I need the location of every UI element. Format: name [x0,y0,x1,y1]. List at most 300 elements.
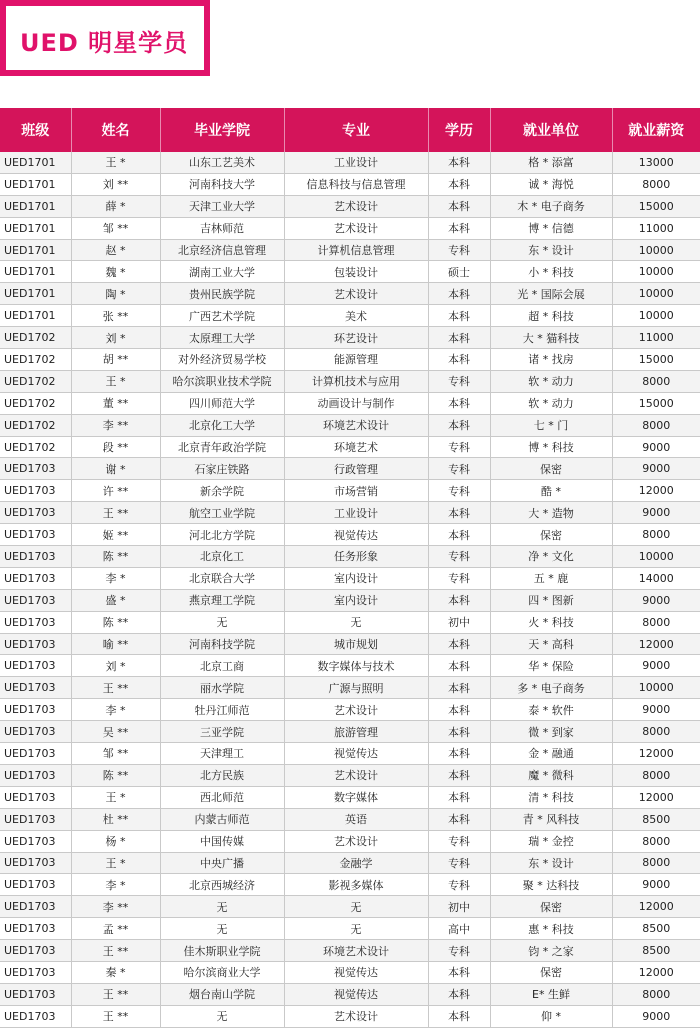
cell-college: 石家庄铁路 [160,458,284,480]
cell-degree: 硕士 [428,261,490,283]
cell-degree: 专科 [428,370,490,392]
table-row [0,239,700,261]
cell-college: 湖南工业大学 [160,261,284,283]
cell-name: 许 ** [71,480,160,502]
table-body [0,152,700,1027]
table-row [0,173,700,195]
cell-employer: 魔 * 微科 [490,764,612,786]
cell-name: 李 * [71,699,160,721]
cell-class: UED1702 [0,370,71,392]
cell-degree: 专科 [428,874,490,896]
cell-class: UED1703 [0,633,71,655]
cell-college: 河北北方学院 [160,524,284,546]
cell-employer: 超 * 科技 [490,305,612,327]
cell-salary: 15000 [612,392,700,414]
cell-employer: 东 * 设计 [490,239,612,261]
table-row [0,611,700,633]
cell-class: UED1702 [0,436,71,458]
cell-salary: 13000 [612,152,700,173]
cell-major: 艺术设计 [284,217,428,239]
cell-major: 数字媒体与技术 [284,655,428,677]
cell-major: 金融学 [284,852,428,874]
cell-name: 陈 ** [71,546,160,568]
cell-salary: 12000 [612,633,700,655]
cell-major: 英语 [284,808,428,830]
cell-name: 姬 ** [71,524,160,546]
cell-name: 陈 ** [71,764,160,786]
cell-salary: 12000 [612,961,700,983]
cell-name: 段 ** [71,436,160,458]
cell-name: 刘 * [71,655,160,677]
cell-college: 河南科技大学 [160,173,284,195]
cell-salary: 9000 [612,502,700,524]
cell-degree: 本科 [428,349,490,371]
cell-college: 无 [160,918,284,940]
table-row [0,480,700,502]
cell-class: UED1701 [0,217,71,239]
cell-salary: 14000 [612,567,700,589]
cell-degree: 专科 [428,546,490,568]
cell-degree: 专科 [428,458,490,480]
cell-name: 张 ** [71,305,160,327]
cell-college: 西北师范 [160,786,284,808]
cell-degree: 本科 [428,283,490,305]
table-row [0,414,700,436]
cell-employer: 软 * 动力 [490,370,612,392]
cell-major: 无 [284,896,428,918]
cell-employer: 七 * 门 [490,414,612,436]
cell-salary: 9000 [612,589,700,611]
cell-name: 邹 ** [71,743,160,765]
cell-salary: 12000 [612,480,700,502]
cell-name: 王 * [71,852,160,874]
cell-employer: 保密 [490,458,612,480]
cell-major: 包装设计 [284,261,428,283]
cell-degree: 高中 [428,918,490,940]
table-row [0,305,700,327]
table-row [0,502,700,524]
table-row [0,852,700,874]
cell-name: 李 ** [71,896,160,918]
cell-class: UED1703 [0,524,71,546]
cell-college: 太原理工大学 [160,327,284,349]
cell-name: 王 * [71,370,160,392]
cell-class: UED1703 [0,655,71,677]
cell-degree: 专科 [428,567,490,589]
cell-college: 贵州民族学院 [160,283,284,305]
student-table [0,108,700,1028]
cell-degree: 本科 [428,589,490,611]
column-header-class: 班级 [0,108,71,152]
table-header-row [0,108,700,152]
cell-employer: 光 * 国际会展 [490,283,612,305]
cell-class: UED1703 [0,786,71,808]
cell-major: 艺术设计 [284,1005,428,1027]
cell-salary: 8000 [612,370,700,392]
table-row [0,830,700,852]
cell-name: 魏 * [71,261,160,283]
cell-employer: 五 * 鹿 [490,567,612,589]
cell-degree: 专科 [428,830,490,852]
cell-salary: 10000 [612,305,700,327]
cell-degree: 本科 [428,743,490,765]
cell-class: UED1702 [0,414,71,436]
table-row [0,567,700,589]
cell-class: UED1701 [0,173,71,195]
cell-major: 计算机信息管理 [284,239,428,261]
cell-college: 新余学院 [160,480,284,502]
cell-employer: 聚 * 达科技 [490,874,612,896]
cell-employer: 保密 [490,896,612,918]
cell-major: 工业设计 [284,502,428,524]
cell-class: UED1703 [0,983,71,1005]
cell-salary: 8000 [612,830,700,852]
cell-class: UED1703 [0,830,71,852]
cell-major: 动画设计与制作 [284,392,428,414]
cell-college: 北京西城经济 [160,874,284,896]
cell-degree: 专科 [428,436,490,458]
cell-employer: 金 * 融通 [490,743,612,765]
cell-class: UED1702 [0,392,71,414]
table-row [0,743,700,765]
table-row [0,152,700,173]
cell-major: 任务形象 [284,546,428,568]
cell-salary: 12000 [612,743,700,765]
cell-degree: 本科 [428,173,490,195]
cell-class: UED1702 [0,349,71,371]
cell-employer: 惠 * 科技 [490,918,612,940]
cell-salary: 11000 [612,327,700,349]
cell-employer: 瑞 * 金控 [490,830,612,852]
cell-employer: 诸 * 找房 [490,349,612,371]
cell-salary: 8000 [612,852,700,874]
cell-college: 吉林师范 [160,217,284,239]
cell-major: 艺术设计 [284,764,428,786]
cell-class: UED1701 [0,305,71,327]
cell-employer: 博 * 科技 [490,436,612,458]
cell-degree: 本科 [428,961,490,983]
cell-class: UED1703 [0,502,71,524]
cell-college: 无 [160,611,284,633]
column-header-salary: 就业薪资 [612,108,700,152]
cell-salary: 10000 [612,546,700,568]
cell-employer: 博 * 信德 [490,217,612,239]
cell-employer: 软 * 动力 [490,392,612,414]
cell-degree: 本科 [428,524,490,546]
cell-degree: 本科 [428,305,490,327]
cell-college: 河南科技学院 [160,633,284,655]
cell-salary: 8000 [612,721,700,743]
table-row [0,961,700,983]
cell-major: 艺术设计 [284,830,428,852]
cell-employer: 钧 * 之家 [490,940,612,962]
cell-employer: 小 * 科技 [490,261,612,283]
cell-major: 城市规划 [284,633,428,655]
cell-name: 胡 ** [71,349,160,371]
cell-employer: 酷 * [490,480,612,502]
cell-class: UED1703 [0,721,71,743]
cell-employer: 东 * 设计 [490,852,612,874]
table-row [0,349,700,371]
cell-major: 旅游管理 [284,721,428,743]
cell-class: UED1703 [0,961,71,983]
cell-name: 杨 * [71,830,160,852]
cell-college: 北京联合大学 [160,567,284,589]
cell-salary: 9000 [612,458,700,480]
cell-employer: 清 * 科技 [490,786,612,808]
cell-employer: 净 * 文化 [490,546,612,568]
cell-major: 艺术设计 [284,195,428,217]
cell-salary: 9000 [612,874,700,896]
cell-salary: 9000 [612,1005,700,1027]
cell-salary: 15000 [612,195,700,217]
table-row [0,589,700,611]
table-row [0,392,700,414]
cell-major: 影视多媒体 [284,874,428,896]
cell-college: 哈尔滨商业大学 [160,961,284,983]
column-header-employer: 就业单位 [490,108,612,152]
cell-salary: 8500 [612,808,700,830]
cell-class: UED1703 [0,480,71,502]
cell-class: UED1703 [0,677,71,699]
cell-employer: 四 * 图新 [490,589,612,611]
cell-college: 对外经济贸易学校 [160,349,284,371]
cell-employer: 泰 * 软件 [490,699,612,721]
cell-name: 李 * [71,874,160,896]
cell-name: 秦 * [71,961,160,983]
cell-name: 盛 * [71,589,160,611]
cell-class: UED1702 [0,327,71,349]
cell-name: 王 ** [71,677,160,699]
cell-class: UED1703 [0,458,71,480]
cell-name: 薛 * [71,195,160,217]
cell-major: 艺术设计 [284,283,428,305]
cell-name: 谢 * [71,458,160,480]
cell-college: 广西艺术学院 [160,305,284,327]
table-row [0,327,700,349]
cell-class: UED1703 [0,808,71,830]
cell-salary: 9000 [612,655,700,677]
table-row [0,940,700,962]
cell-employer: 木 * 电子商务 [490,195,612,217]
cell-class: UED1701 [0,239,71,261]
table-row [0,283,700,305]
cell-name: 王 ** [71,502,160,524]
cell-class: UED1703 [0,589,71,611]
cell-name: 陈 ** [71,611,160,633]
table-row [0,874,700,896]
cell-major: 环境艺术设计 [284,414,428,436]
cell-degree: 专科 [428,852,490,874]
cell-degree: 本科 [428,808,490,830]
cell-salary: 15000 [612,349,700,371]
cell-degree: 本科 [428,721,490,743]
cell-degree: 本科 [428,983,490,1005]
cell-degree: 本科 [428,217,490,239]
cell-class: UED1703 [0,852,71,874]
cell-salary: 10000 [612,677,700,699]
cell-college: 北京经济信息管理 [160,239,284,261]
cell-degree: 本科 [428,414,490,436]
cell-degree: 本科 [428,633,490,655]
cell-employer: 青 * 风科技 [490,808,612,830]
table-row [0,633,700,655]
cell-employer: 大 * 造物 [490,502,612,524]
cell-salary: 8000 [612,173,700,195]
cell-major: 视觉传达 [284,743,428,765]
column-header-college: 毕业学院 [160,108,284,152]
cell-class: UED1703 [0,1005,71,1027]
cell-major: 室内设计 [284,567,428,589]
table-row [0,721,700,743]
cell-college: 无 [160,896,284,918]
cell-degree: 本科 [428,786,490,808]
cell-name: 陶 * [71,283,160,305]
cell-class: UED1701 [0,283,71,305]
cell-degree: 本科 [428,195,490,217]
cell-major: 视觉传达 [284,983,428,1005]
cell-class: UED1703 [0,874,71,896]
table-row [0,655,700,677]
cell-class: UED1701 [0,152,71,173]
cell-major: 环艺设计 [284,327,428,349]
cell-major: 计算机技术与应用 [284,370,428,392]
cell-college: 佳木斯职业学院 [160,940,284,962]
cell-employer: 多 * 电子商务 [490,677,612,699]
table-row [0,808,700,830]
cell-major: 环境艺术设计 [284,940,428,962]
cell-employer: 微 * 到家 [490,721,612,743]
column-header-name: 姓名 [71,108,160,152]
cell-name: 刘 ** [71,173,160,195]
cell-salary: 8000 [612,414,700,436]
cell-degree: 专科 [428,940,490,962]
cell-college: 航空工业学院 [160,502,284,524]
cell-degree: 本科 [428,655,490,677]
cell-salary: 12000 [612,786,700,808]
cell-class: UED1701 [0,261,71,283]
cell-college: 北京青年政治学院 [160,436,284,458]
cell-degree: 本科 [428,1005,490,1027]
table-row [0,436,700,458]
cell-salary: 8500 [612,940,700,962]
cell-name: 杜 ** [71,808,160,830]
cell-major: 无 [284,918,428,940]
cell-degree: 本科 [428,764,490,786]
cell-name: 李 * [71,567,160,589]
cell-class: UED1701 [0,195,71,217]
cell-employer: 火 * 科技 [490,611,612,633]
cell-employer: 仰 * [490,1005,612,1027]
table-row [0,918,700,940]
cell-college: 中央广播 [160,852,284,874]
cell-employer: 保密 [490,524,612,546]
cell-name: 喻 ** [71,633,160,655]
cell-major: 视觉传达 [284,961,428,983]
cell-name: 孟 ** [71,918,160,940]
table-row [0,546,700,568]
table-row [0,764,700,786]
cell-college: 北方民族 [160,764,284,786]
cell-degree: 本科 [428,677,490,699]
cell-major: 环境艺术 [284,436,428,458]
table-row [0,677,700,699]
cell-college: 燕京理工学院 [160,589,284,611]
cell-class: UED1703 [0,896,71,918]
cell-degree: 本科 [428,392,490,414]
cell-salary: 8000 [612,983,700,1005]
cell-employer: E* 生鲜 [490,983,612,1005]
title-box [0,0,210,76]
cell-major: 市场营销 [284,480,428,502]
cell-name: 邹 ** [71,217,160,239]
cell-college: 哈尔滨职业技术学院 [160,370,284,392]
cell-salary: 8000 [612,611,700,633]
cell-college: 烟台南山学院 [160,983,284,1005]
cell-name: 李 ** [71,414,160,436]
table-row [0,983,700,1005]
cell-name: 董 ** [71,392,160,414]
cell-class: UED1703 [0,699,71,721]
cell-employer: 天 * 高科 [490,633,612,655]
cell-name: 王 * [71,786,160,808]
cell-major: 能源管理 [284,349,428,371]
cell-employer: 华 * 保险 [490,655,612,677]
cell-college: 天津工业大学 [160,195,284,217]
cell-class: UED1703 [0,940,71,962]
cell-class: UED1703 [0,764,71,786]
cell-employer: 大 * 猫科技 [490,327,612,349]
cell-salary: 10000 [612,283,700,305]
cell-salary: 10000 [612,239,700,261]
table-row [0,1005,700,1027]
cell-college: 天津理工 [160,743,284,765]
table-row [0,261,700,283]
cell-college: 牡丹江师范 [160,699,284,721]
column-header-degree: 学历 [428,108,490,152]
cell-degree: 专科 [428,239,490,261]
cell-degree: 本科 [428,699,490,721]
cell-employer: 格 * 添富 [490,152,612,173]
cell-salary: 10000 [612,261,700,283]
cell-class: UED1703 [0,743,71,765]
cell-degree: 专科 [428,480,490,502]
cell-major: 数字媒体 [284,786,428,808]
cell-salary: 11000 [612,217,700,239]
cell-salary: 8000 [612,764,700,786]
page-title: UED 明星学员 [20,29,189,57]
cell-college: 无 [160,1005,284,1027]
table-row [0,699,700,721]
cell-employer: 保密 [490,961,612,983]
cell-degree: 本科 [428,502,490,524]
cell-salary: 9000 [612,436,700,458]
table-row [0,896,700,918]
cell-college: 北京化工大学 [160,414,284,436]
cell-name: 吴 ** [71,721,160,743]
cell-name: 王 ** [71,940,160,962]
cell-major: 工业设计 [284,152,428,173]
cell-class: UED1703 [0,918,71,940]
table-row [0,786,700,808]
cell-salary: 8000 [612,524,700,546]
cell-name: 王 * [71,152,160,173]
table-row [0,217,700,239]
cell-degree: 本科 [428,327,490,349]
cell-college: 北京工商 [160,655,284,677]
cell-college: 北京化工 [160,546,284,568]
cell-major: 美术 [284,305,428,327]
